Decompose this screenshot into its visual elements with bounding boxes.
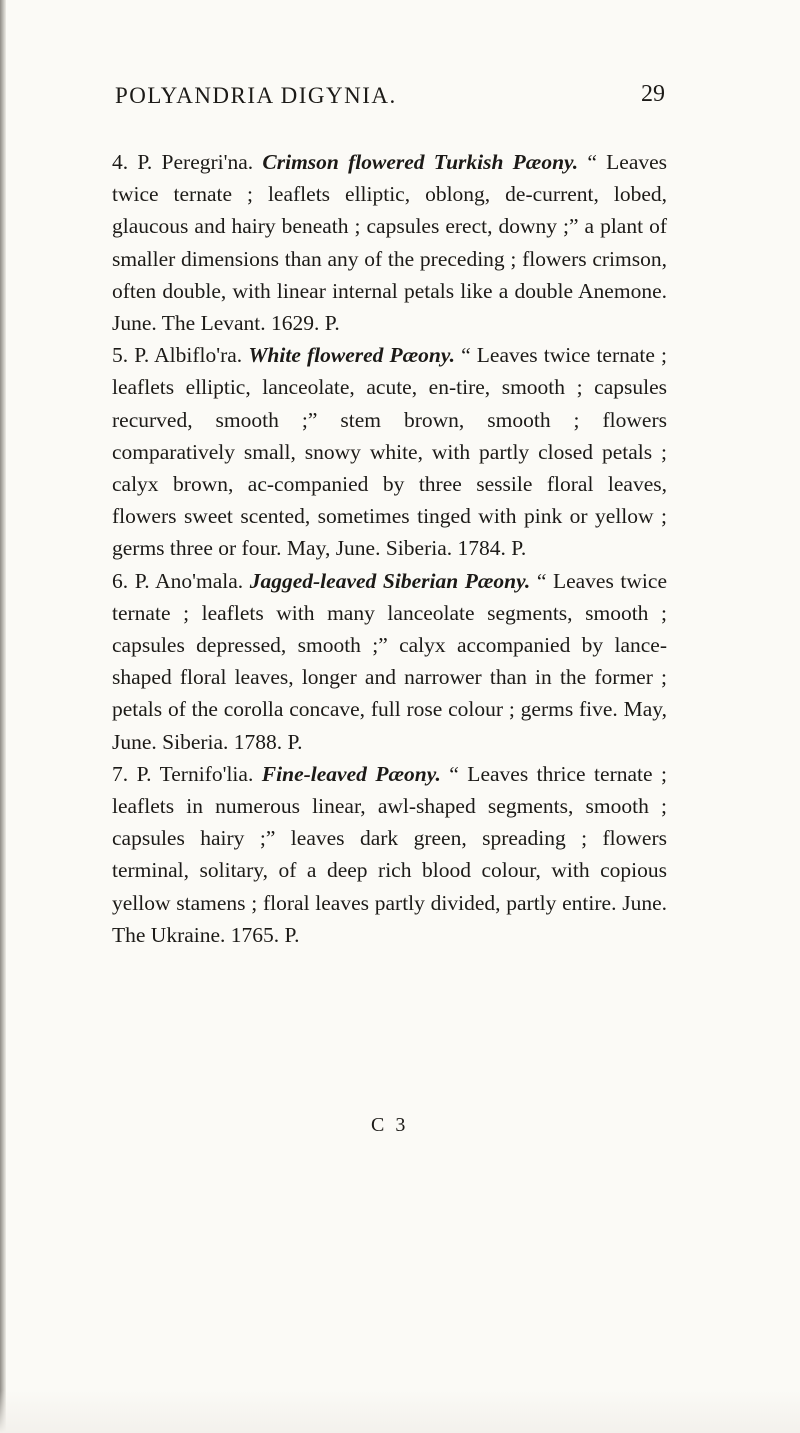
common-name: Fine-leaved Pæony. bbox=[261, 761, 441, 786]
common-name: White flowered Pæony. bbox=[248, 343, 456, 368]
species-entry-tenuifolia bbox=[112, 758, 667, 951]
entry-description: “ Leaves twice ternate ; leaflets elliptic, lanceolate, acute, en-tire, smooth ; capsules recurved, smooth ;” stem brown, smooth ; flowers comparatively small, snowy white, with partly closed petals ; calyx brown, ac-companied by three sessile floral leaves, flowers sweet scented, sometimes tinged with pink or yellow ; germs three or four. May, June. Siberia. 1784. P. bbox=[112, 343, 668, 561]
botanical-name: P. Albiflo'ra. bbox=[134, 343, 243, 368]
page-body bbox=[112, 146, 667, 951]
signature-mark: C 3 bbox=[371, 1114, 409, 1136]
page-bottom-fade bbox=[0, 1390, 800, 1433]
running-head: POLYANDRIA DIGYNIA. bbox=[115, 83, 397, 108]
species-entry-peregrina bbox=[112, 146, 667, 339]
entry-number: 7. bbox=[112, 761, 129, 786]
entry-description: “ Leaves thrice ternate ; leaflets in numerous linear, awl-shaped segments, smooth ; capsules hairy ;” leaves dark green, spreading ; flowers terminal, solitary, of a deep rich blood colour, with copious yellow stamens ; floral leaves partly divided, partly entire. June. The Ukraine. 1765. P. bbox=[112, 761, 667, 947]
species-entry-albiflora bbox=[112, 339, 667, 564]
entry-number: 4. bbox=[112, 150, 129, 174]
common-name: Jagged-leaved Siberian Pæony. bbox=[249, 568, 531, 593]
species-entry-anomala bbox=[112, 565, 667, 758]
page-header bbox=[115, 82, 665, 122]
page-edge-shadow bbox=[0, 0, 6, 1433]
page-number: 29 bbox=[641, 81, 665, 107]
entry-number: 6. bbox=[112, 568, 129, 593]
entry-description: “ Leaves twice ternate ; leaflets with many lanceolate segments, smooth ; capsules depressed, smooth ;” calyx accompanied by lance-shaped floral leaves, longer and narrower than in the former ; petals of the corolla concave, full rose colour ; germs five. May, June. Siberia. 1788. P. bbox=[112, 568, 667, 754]
entry-number: 5. bbox=[112, 343, 129, 368]
common-name: Crimson flowered Turkish Pæony. bbox=[262, 150, 579, 174]
entry-description: “ Leaves twice ternate ; leaflets elliptic, oblong, de-current, lobed, glaucous and hairy beneath ; capsules erect, downy ;” a plant of smaller dimensions than any of the preceding ; flowers crimson, often double, with linear internal petals like a double Anemone. June. The Levant. 1629. P. bbox=[112, 150, 668, 336]
botanical-name: P. Peregri'na. bbox=[137, 150, 254, 174]
botanical-name: P. Ano'mala. bbox=[134, 568, 244, 593]
botanical-name: P. Ternifo'lia. bbox=[136, 761, 254, 786]
